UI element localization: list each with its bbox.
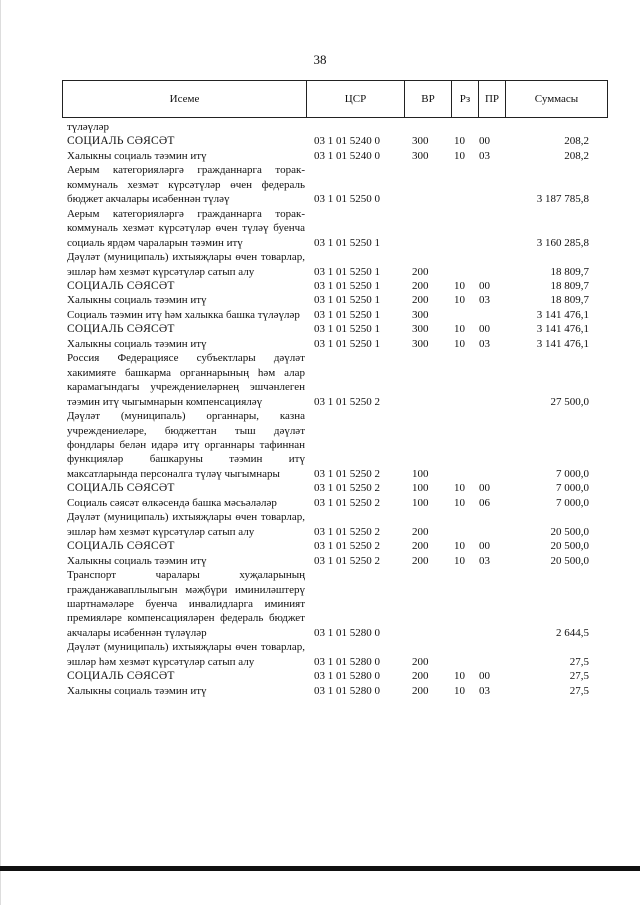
row-name: Дәүләт (муниципаль) ихтыяҗлары өчен товарлар, эшләр һәм хезмәт күрсәтүләр сатып алу	[67, 641, 305, 668]
table-header	[62, 80, 608, 118]
row-name: Дәүләт (муниципаль) органнары, казна учреждениеләре, бюджеттан тыш дәүләт фондлары белән идарә итү органнары тафиннан функцияләр башкаруны тәэмин итү максатларында персоналга түләү чыгымнары	[67, 410, 305, 480]
row-rz: 10	[454, 337, 465, 350]
row-name: СОЦИАЛЬ СӘЯСӘТ	[67, 482, 175, 495]
table-row	[67, 337, 597, 351]
row-csr: 03 1 01 5250 1	[314, 279, 380, 292]
row-vr: 300	[412, 323, 429, 336]
table-row	[67, 250, 597, 279]
row-csr: 03 1 01 5250 2	[314, 482, 380, 495]
row-csr: 03 1 01 5250 2	[314, 395, 380, 408]
row-sum: 18 809,7	[550, 279, 589, 292]
row-sum: 3 141 476,1	[536, 308, 589, 321]
row-vr: 300	[412, 135, 429, 148]
row-rz: 10	[454, 482, 465, 495]
table-row	[67, 496, 597, 510]
table-row	[67, 163, 597, 206]
row-vr: 100	[412, 496, 429, 509]
row-csr: 03 1 01 5250 2	[314, 540, 380, 553]
row-csr: 03 1 01 5250 1	[314, 308, 380, 321]
row-name: Халыкны социаль тәэмин итү	[67, 554, 207, 567]
row-vr: 300	[412, 308, 429, 321]
row-name: Халыкны социаль тәэмин итү	[67, 684, 207, 697]
table-row	[67, 554, 597, 568]
row-csr: 03 1 01 5250 2	[314, 496, 380, 509]
row-rz: 10	[454, 279, 465, 292]
table-row	[67, 684, 597, 698]
row-csr: 03 1 01 5250 2	[314, 554, 380, 567]
row-name: Аерым категорияләргә гражданнарга торак-коммуналь хезмәт күрсәтүләр өчен федераль бюджет акчалары исәбеннән түләү	[67, 164, 305, 206]
row-rz: 10	[454, 670, 465, 683]
scan-bottom-edge	[0, 866, 640, 871]
row-csr: 03 1 01 5280 0	[314, 670, 380, 683]
row-vr: 200	[412, 655, 429, 668]
header-sum: Суммасы	[505, 81, 607, 117]
row-rz: 10	[454, 149, 465, 162]
scan-edge	[0, 0, 1, 905]
row-name: Халыкны социаль тәэмин итү	[67, 294, 207, 307]
row-csr: 03 1 01 5280 0	[314, 684, 380, 697]
row-pr: 03	[479, 554, 490, 567]
row-sum: 27,5	[569, 684, 589, 697]
row-pr: 03	[479, 684, 490, 697]
row-rz: 10	[454, 294, 465, 307]
row-csr: 03 1 01 5250 1	[314, 294, 380, 307]
page-number: 38	[313, 52, 327, 67]
row-name: түләүләр	[67, 121, 110, 133]
row-name: Транспорт чаралары хуҗаларының гражданжаваплылыгын мәҗбүри иминиләштерү шартнамәләре буенча инвалидларга иминият премияләре компенсацияләрен федераль бюджет акчалары исәбеннән түләүләр	[67, 569, 305, 639]
header-csr: ЦСР	[306, 81, 404, 117]
row-csr: 03 1 01 5280 0	[314, 626, 380, 639]
row-sum: 208,2	[564, 149, 589, 162]
row-vr: 100	[412, 482, 429, 495]
row-sum: 20 500,0	[550, 540, 589, 553]
table-row	[67, 279, 597, 293]
row-vr: 300	[412, 149, 429, 162]
row-pr: 03	[479, 294, 490, 307]
row-sum: 18 809,7	[550, 265, 589, 278]
row-vr: 100	[412, 467, 429, 480]
row-name: СОЦИАЛЬ СӘЯСӘТ	[67, 279, 175, 292]
table-row	[67, 539, 597, 553]
row-csr: 03 1 01 5250 2	[314, 525, 380, 538]
row-sum: 27 500,0	[550, 395, 589, 408]
header-rz: Рз	[451, 81, 478, 117]
row-vr: 300	[412, 337, 429, 350]
table-row	[67, 481, 597, 495]
row-name: Россия Федерациясе субъектлары дәүләт хакимияте башкарма органнарының һәм алар карамагындагы учреждениеләрнең эшчәнлеген тәэмин итү чыгымнарын компенсацияләү	[67, 352, 305, 408]
table-row	[67, 351, 597, 409]
row-sum: 27,5	[569, 670, 589, 683]
row-pr: 00	[479, 670, 490, 683]
row-rz: 10	[454, 323, 465, 336]
row-sum: 7 000,0	[556, 467, 589, 480]
row-sum: 20 500,0	[550, 525, 589, 538]
row-rz: 10	[454, 554, 465, 567]
row-pr: 06	[479, 496, 490, 509]
row-sum: 18 809,7	[550, 294, 589, 307]
row-csr: 03 1 01 5250 1	[314, 236, 380, 249]
table-row	[67, 568, 597, 640]
row-sum: 20 500,0	[550, 554, 589, 567]
row-csr: 03 1 01 5240 0	[314, 135, 380, 148]
row-pr: 00	[479, 135, 490, 148]
row-name: Аерым категорияләргә гражданнарга торак-коммуналь хезмәт күрсәтүләр өчен түләү буенча социаль ярдәм чараларын тәэмин итү	[67, 207, 305, 249]
row-vr: 200	[412, 540, 429, 553]
table-row	[67, 120, 597, 134]
row-csr: 03 1 01 5250 1	[314, 323, 380, 336]
row-rz: 10	[454, 496, 465, 509]
row-sum: 27,5	[569, 655, 589, 668]
header-pr: ПР	[478, 81, 505, 117]
row-pr: 00	[479, 323, 490, 336]
row-vr: 200	[412, 525, 429, 538]
row-name: Халыкны социаль тәэмин итү	[67, 149, 207, 162]
row-vr: 200	[412, 294, 429, 307]
row-rz: 10	[454, 540, 465, 553]
row-vr: 200	[412, 670, 429, 683]
table-row	[67, 640, 597, 669]
row-name: Халыкны социаль тәэмин итү	[67, 337, 207, 350]
row-sum: 3 141 476,1	[536, 337, 589, 350]
row-csr: 03 1 01 5250 2	[314, 467, 380, 480]
table-row	[67, 149, 597, 163]
row-name: СОЦИАЛЬ СӘЯСӘТ	[67, 540, 175, 553]
row-name: СОЦИАЛЬ СӘЯСӘТ	[67, 323, 175, 336]
row-pr: 03	[479, 149, 490, 162]
row-rz: 10	[454, 684, 465, 697]
row-rz: 10	[454, 135, 465, 148]
row-vr: 200	[412, 265, 429, 278]
row-sum: 3 141 476,1	[536, 323, 589, 336]
header-name: Исеме	[169, 93, 200, 105]
table-body	[67, 120, 597, 698]
row-csr: 03 1 01 5240 0	[314, 149, 380, 162]
row-csr: 03 1 01 5250 0	[314, 193, 380, 206]
row-pr: 03	[479, 337, 490, 350]
row-sum: 7 000,0	[556, 496, 589, 509]
row-name: СОЦИАЛЬ СӘЯСӘТ	[67, 135, 175, 148]
header-vr: ВР	[404, 81, 451, 117]
row-sum: 2 644,5	[556, 626, 589, 639]
row-vr: 200	[412, 554, 429, 567]
table-row	[67, 207, 597, 250]
table-row	[67, 134, 597, 148]
table-row	[67, 669, 597, 683]
row-name: Социаль сәясәт өлкәсендә башка мәсьәләләр	[67, 496, 277, 509]
row-pr: 00	[479, 279, 490, 292]
row-pr: 00	[479, 540, 490, 553]
row-vr: 200	[412, 684, 429, 697]
row-name: Социаль тәэмин итү һәм халыкка башка түләүләр	[67, 308, 300, 321]
table-row	[67, 510, 597, 539]
row-vr: 200	[412, 279, 429, 292]
row-name: СОЦИАЛЬ СӘЯСӘТ	[67, 670, 175, 683]
table-row	[67, 308, 597, 322]
table-row	[67, 293, 597, 307]
row-sum: 7 000,0	[556, 482, 589, 495]
table-row	[67, 409, 597, 481]
row-name: Дәүләт (муниципаль) ихтыяҗлары өчен товарлар, эшләр һәм хезмәт күрсәтүләр сатып алу	[67, 511, 305, 538]
row-csr: 03 1 01 5280 0	[314, 655, 380, 668]
row-sum: 3 187 785,8	[536, 193, 589, 206]
row-csr: 03 1 01 5250 1	[314, 337, 380, 350]
table-row	[67, 322, 597, 336]
row-sum: 3 160 285,8	[536, 236, 589, 249]
row-csr: 03 1 01 5250 1	[314, 265, 380, 278]
row-pr: 00	[479, 482, 490, 495]
row-sum: 208,2	[564, 135, 589, 148]
row-name: Дәүләт (муниципаль) ихтыяҗлары өчен товарлар, эшләр һәм хезмәт күрсәтүләр сатып алу	[67, 251, 305, 278]
